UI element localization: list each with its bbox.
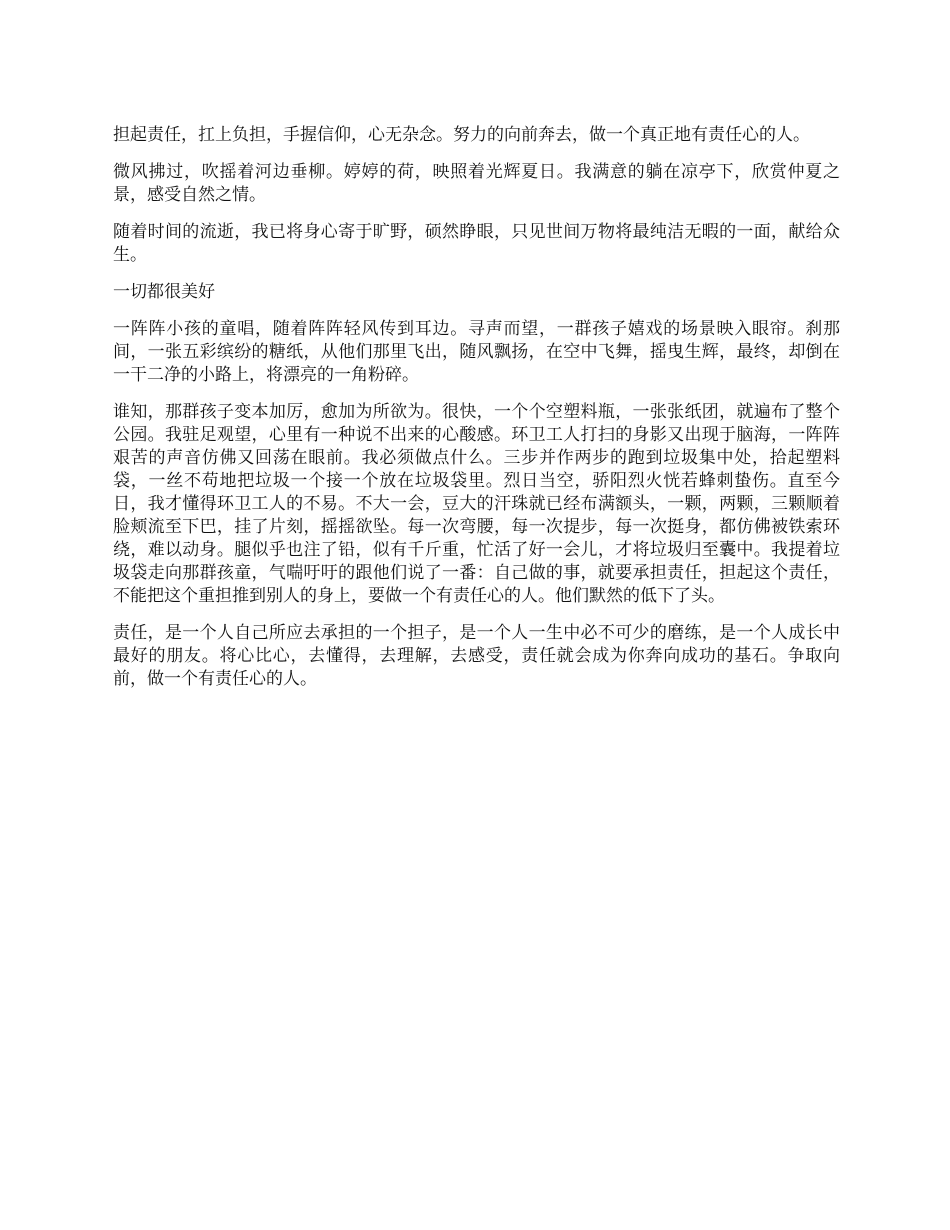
- paragraph-1: 担起责任，扛上负担，手握信仰，心无杂念。努力的向前奔去，做一个真正地有责任心的人。: [113, 125, 810, 145]
- paragraph-3: 随着时间的流逝，我已将身心寄于旷野，硕然睁眼，只见世间万物将最纯洁无暇的一面，献给众生。: [113, 222, 840, 265]
- paragraph-4: 一切都很美好: [113, 282, 215, 302]
- paragraph-2: 微风拂过，吹摇着河边垂柳。婷婷的荷，映照着光辉夏日。我满意的躺在凉亭下，欣赏仲夏之景，感受自然之情。: [113, 162, 840, 205]
- paragraph-6: 谁知，那群孩子变本加厉，愈加为所欲为。很快，一个个空塑料瓶，一张张纸团，就遍布了整个公园。我驻足观望，心里有一种说不出来的心酸感。环卫工人打扫的身影又出现于脑海，一阵阵艰苦的声音仿佛又回荡在眼前。我必须做点什么。三步并作两步的跑到垃圾集中处，拾起塑料袋，一丝不苟地把垃圾一个接一个放在垃圾袋里。烈日当空，骄阳烈火恍若蜂刺蛰伤。直至今日，我才懂得环卫工人的不易。不大一会，豆大的汗珠就已经布满额头，一颗，两颗，三颗顺着脸颊流至下巴，挂了片刻，摇摇欲坠。每一次弯腰，每一次提步，每一次挺身，都仿佛被铁索环绕，难以动身。腿似乎也注了铅，似有千斤重，忙活了好一会儿，才将垃圾归至囊中。我提着垃圾袋走向那群孩童，气喘吁吁的跟他们说了一番：自己做的事，就要承担责任，担起这个责任，不能把这个重担推到别人的身上，要做一个有责任心的人。他们默然的低下了头。: [113, 402, 840, 606]
- paragraph-5: 一阵阵小孩的童唱，随着阵阵轻风传到耳边。寻声而望，一群孩子嬉戏的场景映入眼帘。刹那间，一张五彩缤纷的糖纸，从他们那里飞出，随风飘扬，在空中飞舞，摇曳生辉，最终，却倒在一干二净的小路上，将漂亮的一角粉碎。: [113, 319, 840, 385]
- document-body: [113, 124, 840, 705]
- paragraph-7: 责任，是一个人自己所应去承担的一个担子，是一个人一生中必不可少的磨练，是一个人成长中最好的朋友。将心比心，去懂得，去理解，去感受，责任就会成为你奔向成功的基石。争取向前，做一个有责任心的人。: [113, 623, 840, 689]
